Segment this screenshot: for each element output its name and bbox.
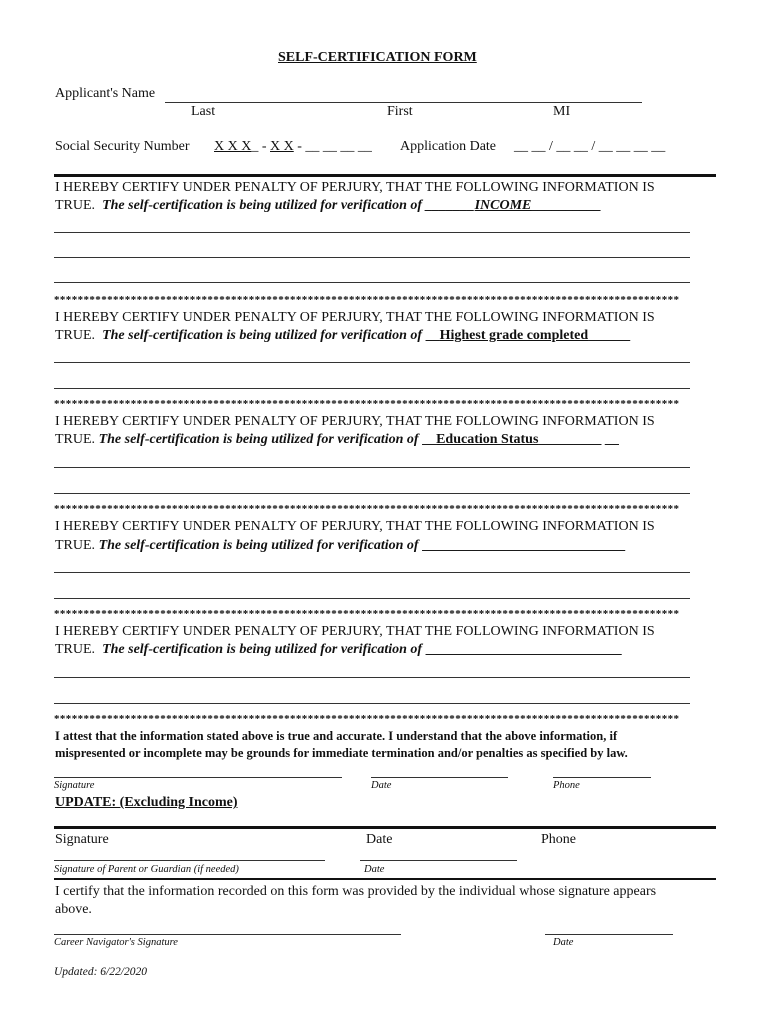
phone-field[interactable] [553,777,651,778]
ssn-field[interactable] [214,139,372,155]
verification-field-education[interactable]: __Education Status_________ __ [422,432,619,447]
certify-line-2 [55,198,601,214]
middle-initial-caption: MI [553,104,571,119]
certify-true: TRUE. [55,432,96,447]
ssn-label: Social Security Number [55,139,190,154]
ssn-tail: - __ __ __ __ [293,139,372,154]
update-heading: UPDATE: (Excluding Income) [55,795,238,810]
certify-line-2 [55,642,622,658]
signature-field[interactable] [54,777,342,778]
certify-line-1: I HEREBY CERTIFY UNDER PENALTY OF PERJURY, THAT THE FOLLOWING INFORMATION IS [55,519,655,534]
certify-line-2 [55,328,630,344]
answer-line[interactable] [54,703,690,704]
form-title: SELF-CERTIFICATION FORM [278,50,477,65]
certify-true: TRUE. [55,328,96,343]
parent-date-caption: Date [364,864,385,875]
section-separator: ********************************************************************************************************** [54,713,680,725]
date-caption: Date [371,780,392,791]
certify-purpose: The self-certification is being utilized for verification of [102,198,423,213]
answer-line[interactable] [54,282,690,283]
verification-field-income[interactable]: _______INCOME__________ [425,198,602,213]
section-separator: ********************************************************************************************************** [54,294,680,306]
section-separator: ********************************************************************************************************** [54,608,680,620]
verification-field-blank[interactable]: _____________________________ [422,538,626,553]
applicant-name-field[interactable] [165,102,642,103]
first-name-caption: First [387,104,413,119]
ssn-sep: _ - [251,139,271,154]
attest-line-1: I attest that the information stated above is true and accurate. I understand that the above information, if [55,729,618,743]
certify-true: TRUE. [55,198,96,213]
date-label: Date [366,832,393,847]
signature-caption: Signature [54,780,95,791]
last-name-caption: Last [191,104,216,119]
section-separator: ********************************************************************************************************** [54,503,680,515]
parent-date-field[interactable] [360,860,517,861]
update-divider [54,826,716,829]
answer-line[interactable] [54,362,690,363]
phone-caption: Phone [553,780,580,791]
certify-purpose: The self-certification is being utilized for verification of [102,328,423,343]
updated-date: Updated: 6/22/2020 [54,966,147,978]
answer-line[interactable] [54,232,690,233]
recorded-certify-line-2: above. [55,902,92,917]
certify-line-2 [55,538,625,554]
verification-field-grade[interactable]: __Highest grade completed______ [425,328,631,343]
answer-line[interactable] [54,598,690,599]
certify-purpose: The self-certification is being utilized for verification of [98,538,419,553]
attest-line-2: mispresented or incomplete may be grounds for immediate termination and/or penalties as specified by law. [55,746,628,760]
answer-line[interactable] [54,572,690,573]
answer-line[interactable] [54,677,690,678]
certify-line-1: I HEREBY CERTIFY UNDER PENALTY OF PERJURY, THAT THE FOLLOWING INFORMATION IS [55,180,655,195]
phone-label: Phone [541,832,576,847]
header-divider [54,174,716,177]
signature-label: Signature [55,832,109,847]
ssn-value-a: X X X [214,139,252,154]
answer-line[interactable] [54,257,690,258]
section-separator: ********************************************************************************************************** [54,398,680,410]
navigator-date-field[interactable] [545,934,673,935]
certify-purpose: The self-certification is being utilized for verification of [98,432,419,447]
parent-divider [54,878,716,880]
answer-line[interactable] [54,467,690,468]
date-field[interactable] [371,777,508,778]
application-date-label: Application Date [400,139,497,154]
navigator-date-caption: Date [553,937,574,948]
certify-line-1: I HEREBY CERTIFY UNDER PENALTY OF PERJURY, THAT THE FOLLOWING INFORMATION IS [55,624,655,639]
certify-true: TRUE. [55,642,96,657]
parent-signature-field[interactable] [54,860,325,861]
navigator-signature-caption: Career Navigator's Signature [54,937,178,948]
applicant-name-label: Applicant's Name [55,86,156,101]
certify-true: TRUE. [55,538,96,553]
answer-line[interactable] [54,493,690,494]
parent-signature-caption: Signature of Parent or Guardian (if needed) [54,864,239,875]
certify-line-1: I HEREBY CERTIFY UNDER PENALTY OF PERJURY, THAT THE FOLLOWING INFORMATION IS [55,414,655,429]
answer-line[interactable] [54,388,690,389]
application-date-field[interactable]: __ __ / __ __ / __ __ __ __ [514,139,666,154]
certify-purpose: The self-certification is being utilized for verification of [102,642,423,657]
recorded-certify-line-1: I certify that the information recorded on this form was provided by the individual whose signature appears [55,884,657,899]
certify-line-2 [55,432,619,448]
navigator-signature-field[interactable] [54,934,401,935]
ssn-value-b: X X [270,139,294,154]
verification-field-blank[interactable]: ____________________________ [425,642,622,657]
certify-line-1: I HEREBY CERTIFY UNDER PENALTY OF PERJURY, THAT THE FOLLOWING INFORMATION IS [55,310,655,325]
